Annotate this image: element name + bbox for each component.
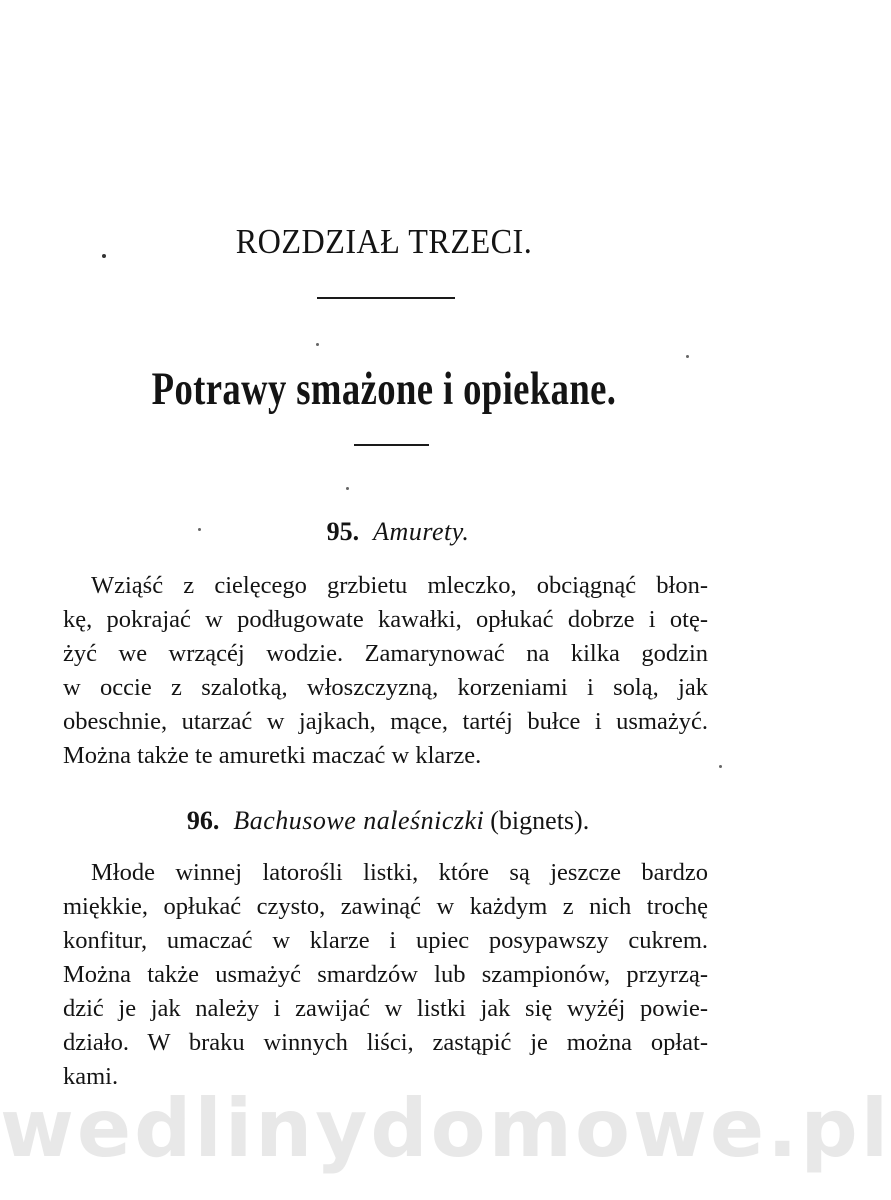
- text-line: miękkie, opłukać czysto, zawinąć w każdym z nich trochę: [63, 893, 708, 920]
- text-line: Można także te amuretki maczać w klarze.: [63, 742, 482, 769]
- paper-speck: [346, 487, 349, 490]
- recipe-text: [63, 856, 708, 1094]
- text-line: żyć we wrzącéj wodzie. Zamarynować na kilka godzin: [63, 640, 708, 667]
- recipe-name: Bachusowe naleśniczki: [233, 806, 485, 835]
- recipe-name-french: (bignets).: [490, 806, 590, 835]
- text-line: kami.: [63, 1063, 119, 1090]
- paper-speck: [316, 343, 319, 346]
- recipe-number: 95.: [326, 517, 360, 546]
- recipe-name: Amurety.: [373, 517, 470, 546]
- text-line: obeschnie, utarzać w jajkach, mące, tartéj bułce i usmażyć.: [63, 708, 708, 735]
- text-line: Wziąść z cielęcego grzbietu mleczko, obciągnąć błon-: [91, 572, 708, 599]
- divider-rule: [317, 297, 455, 299]
- paper-speck: [719, 765, 722, 768]
- chapter-title: ROZDZIAŁ TRZECI.: [235, 222, 533, 261]
- text-line: działo. W braku winnych liści, zastąpić je można opłat-: [63, 1029, 708, 1056]
- section-title: Potrawy smażone i opiekane.: [151, 363, 617, 415]
- recipe-heading: [14, 517, 782, 547]
- text-line: dzić je jak należy i zawijać w listki jak się wyżéj powie-: [63, 995, 708, 1022]
- text-line: konfitur, umaczać w klarze i upiec posypawszy cukrem.: [63, 927, 708, 954]
- paper-speck: [686, 355, 689, 358]
- text-line: Młode winnej latorośli listki, które są jeszcze bardzo: [91, 859, 708, 886]
- text-line: kę, pokrajać w podługowate kawałki, opłukać dobrze i otę-: [63, 606, 708, 633]
- paper-speck: [198, 528, 201, 531]
- divider-rule: [354, 444, 429, 446]
- recipe-text: [63, 569, 708, 773]
- text-line: Można także usmażyć smardzów lub szampionów, przyrzą-: [63, 961, 708, 988]
- recipe-number: 96.: [186, 806, 220, 835]
- watermark: wedlinydomowe.pl: [0, 1082, 891, 1175]
- text-line: w occie z szalotką, włoszczyzną, korzeniami i solą, jak: [63, 674, 708, 701]
- recipe-heading: [4, 806, 772, 836]
